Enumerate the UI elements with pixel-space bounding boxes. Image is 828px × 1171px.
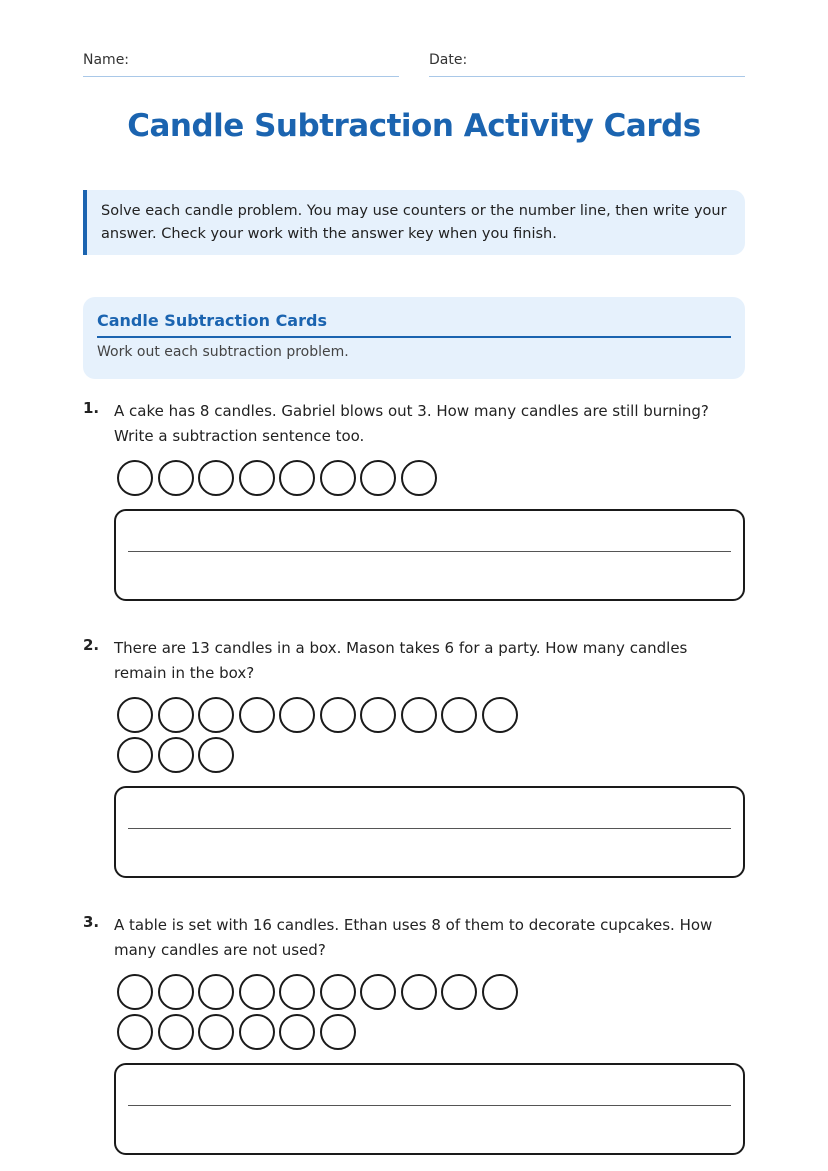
section-subtitle: Work out each subtraction problem. xyxy=(97,344,349,360)
counter-circle[interactable] xyxy=(158,697,194,733)
problem-text: A cake has 8 candles. Gabriel blows out 3. How many candles are still burning? Write a subtraction sentence too. xyxy=(114,402,709,445)
section-title: Candle Subtraction Cards xyxy=(97,311,731,338)
counter-row xyxy=(117,974,537,1054)
problem-text: There are 13 candles in a box. Mason takes 6 for a party. How many candles remain in the box? xyxy=(114,639,688,682)
header-fields xyxy=(83,52,745,78)
counter-circle[interactable] xyxy=(401,974,437,1010)
counter-circle[interactable] xyxy=(360,460,396,496)
counter-circle[interactable] xyxy=(117,697,153,733)
answer-box[interactable] xyxy=(114,509,745,601)
counter-row xyxy=(117,697,537,777)
counter-circle[interactable] xyxy=(320,1014,356,1050)
answer-line xyxy=(128,551,731,552)
counter-circle[interactable] xyxy=(117,974,153,1010)
problem-number: 2. xyxy=(83,636,100,654)
problem-text: A table is set with 16 candles. Ethan uses 8 of them to decorate cupcakes. How many candles are not used? xyxy=(114,916,713,959)
counter-circle[interactable] xyxy=(198,1014,234,1050)
counter-circle[interactable] xyxy=(279,1014,315,1050)
counter-circle[interactable] xyxy=(239,460,275,496)
counter-circle[interactable] xyxy=(279,697,315,733)
answer-box[interactable] xyxy=(114,786,745,878)
counter-circle[interactable] xyxy=(158,974,194,1010)
counter-circle[interactable] xyxy=(117,737,153,773)
counter-circle[interactable] xyxy=(360,974,396,1010)
section-header xyxy=(83,297,745,379)
answer-box[interactable] xyxy=(114,1063,745,1155)
counter-row xyxy=(117,460,537,500)
date-field[interactable] xyxy=(429,52,745,77)
answer-line xyxy=(128,1105,731,1106)
counter-circle[interactable] xyxy=(320,974,356,1010)
counter-circle[interactable] xyxy=(401,460,437,496)
counter-circle[interactable] xyxy=(482,974,518,1010)
counter-circle[interactable] xyxy=(117,460,153,496)
name-label: Name: xyxy=(83,52,130,68)
problem-number: 3. xyxy=(83,913,100,931)
counter-circle[interactable] xyxy=(441,697,477,733)
counter-circle[interactable] xyxy=(441,974,477,1010)
date-label: Date: xyxy=(429,52,468,68)
problem-number: 1. xyxy=(83,399,100,417)
counter-circle[interactable] xyxy=(401,697,437,733)
counter-circle[interactable] xyxy=(279,460,315,496)
counter-circle[interactable] xyxy=(198,697,234,733)
counter-circle[interactable] xyxy=(158,737,194,773)
counter-circle[interactable] xyxy=(320,697,356,733)
counter-circle[interactable] xyxy=(117,1014,153,1050)
answer-line xyxy=(128,828,731,829)
counter-circle[interactable] xyxy=(239,1014,275,1050)
page-title: Candle Subtraction Activity Cards xyxy=(127,108,701,144)
counter-circle[interactable] xyxy=(158,460,194,496)
name-field[interactable] xyxy=(83,52,399,77)
counter-circle[interactable] xyxy=(198,460,234,496)
counter-circle[interactable] xyxy=(239,974,275,1010)
counter-circle[interactable] xyxy=(198,974,234,1010)
counter-circle[interactable] xyxy=(158,1014,194,1050)
counter-circle[interactable] xyxy=(360,697,396,733)
counter-circle[interactable] xyxy=(279,974,315,1010)
instructions-box: Solve each candle problem. You may use counters or the number line, then write your answer. Check your work with the answer key when you finish. xyxy=(83,190,745,255)
counter-circle[interactable] xyxy=(320,460,356,496)
counter-circle[interactable] xyxy=(239,697,275,733)
counter-circle[interactable] xyxy=(482,697,518,733)
counter-circle[interactable] xyxy=(198,737,234,773)
